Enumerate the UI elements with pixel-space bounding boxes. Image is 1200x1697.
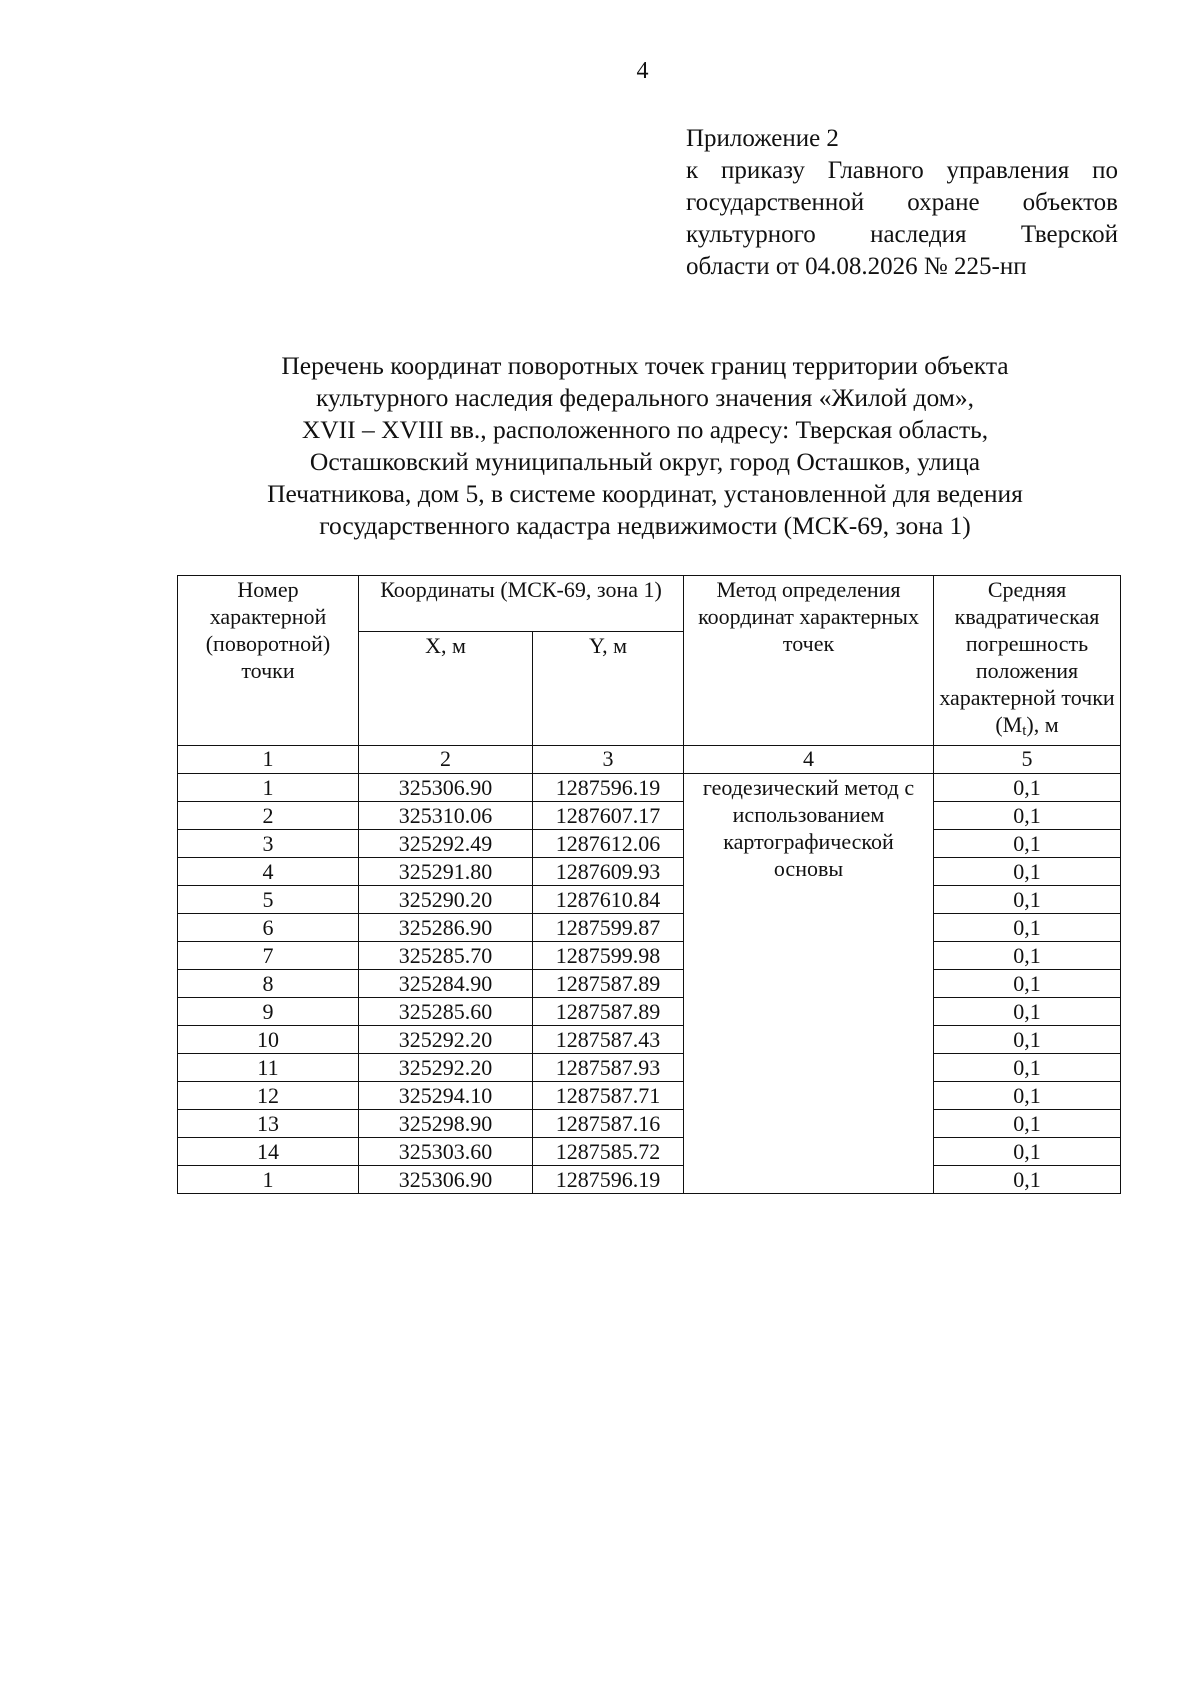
point-number-cell: 14	[178, 1138, 359, 1166]
table-row	[178, 830, 1121, 858]
x-coordinate-cell: 325292.49	[359, 830, 533, 858]
point-number-cell: 12	[178, 1082, 359, 1110]
mean-error-cell: 0,1	[934, 1138, 1121, 1166]
appendix-line: к приказу Главного управления по	[686, 157, 1118, 184]
table-row	[178, 802, 1121, 830]
table-row	[178, 774, 1121, 802]
point-number-cell: 4	[178, 858, 359, 886]
x-coordinate-cell: 325310.06	[359, 802, 533, 830]
table-row	[178, 1166, 1121, 1194]
mean-error-cell: 0,1	[934, 970, 1121, 998]
document-title	[180, 350, 1110, 542]
y-coordinate-cell: 1287607.17	[533, 802, 684, 830]
y-coordinate-cell: 1287585.72	[533, 1138, 684, 1166]
point-number-cell: 9	[178, 998, 359, 1026]
mean-error-cell: 0,1	[934, 830, 1121, 858]
x-coordinate-cell: 325291.80	[359, 858, 533, 886]
x-coordinate-cell: 325306.90	[359, 774, 533, 802]
x-coordinate-cell: 325286.90	[359, 914, 533, 942]
y-coordinate-cell: 1287596.19	[533, 774, 684, 802]
point-number-cell: 1	[178, 1166, 359, 1194]
point-number-cell: 8	[178, 970, 359, 998]
header-point-number: Номер характерной (поворотной) точки	[178, 576, 359, 746]
x-coordinate-cell: 325290.20	[359, 886, 533, 914]
y-coordinate-cell: 1287587.89	[533, 998, 684, 1026]
y-coordinate-cell: 1287599.87	[533, 914, 684, 942]
y-coordinate-cell: 1287587.16	[533, 1110, 684, 1138]
table-row	[178, 998, 1121, 1026]
x-coordinate-cell: 325292.20	[359, 1026, 533, 1054]
point-number-cell: 10	[178, 1026, 359, 1054]
table-row	[178, 914, 1121, 942]
mean-error-cell: 0,1	[934, 1026, 1121, 1054]
table-row	[178, 942, 1121, 970]
mean-error-cell: 0,1	[934, 774, 1121, 802]
point-number-cell: 7	[178, 942, 359, 970]
appendix-line: государственной охране объектов	[686, 189, 1118, 216]
header-y: Y, м	[533, 632, 684, 746]
title-line: XVII – XVIII вв., расположенного по адресу: Тверская область,	[301, 415, 989, 444]
y-coordinate-cell: 1287587.71	[533, 1082, 684, 1110]
y-coordinate-cell: 1287599.98	[533, 942, 684, 970]
point-number-cell: 6	[178, 914, 359, 942]
mean-error-cell: 0,1	[934, 914, 1121, 942]
table-row	[178, 1026, 1121, 1054]
point-number-cell: 2	[178, 802, 359, 830]
table-body	[178, 774, 1121, 1194]
x-coordinate-cell: 325298.90	[359, 1110, 533, 1138]
x-coordinate-cell: 325294.10	[359, 1082, 533, 1110]
point-number-cell: 13	[178, 1110, 359, 1138]
point-number-cell: 3	[178, 830, 359, 858]
title-line: культурного наследия федерального значения «Жилой дом»,	[316, 383, 974, 412]
x-coordinate-cell: 325284.90	[359, 970, 533, 998]
appendix-line: культурного наследия Тверской	[686, 221, 1118, 248]
column-index-row	[178, 746, 1121, 774]
header-mean-error-subscript: t	[1022, 723, 1027, 739]
method-cell: геодезический метод с использованием картографической основы	[684, 774, 934, 1194]
appendix-reference	[686, 123, 1118, 283]
table-row	[178, 886, 1121, 914]
mean-error-cell: 0,1	[934, 998, 1121, 1026]
mean-error-cell: 0,1	[934, 802, 1121, 830]
header-mean-error-text: Средняя квадратическая погрешность положения характерной точки (M	[939, 577, 1115, 737]
y-coordinate-cell: 1287610.84	[533, 886, 684, 914]
table-row	[178, 970, 1121, 998]
title-line: Перечень координат поворотных точек границ территории объекта	[281, 351, 1009, 380]
coordinates-table	[177, 575, 1121, 1194]
x-coordinate-cell: 325306.90	[359, 1166, 533, 1194]
page-number: 4	[636, 58, 649, 84]
point-number-cell: 1	[178, 774, 359, 802]
column-index: 4	[684, 746, 934, 774]
x-coordinate-cell: 325285.60	[359, 998, 533, 1026]
title-line: Осташковский муниципальный округ, город Осташков, улица	[309, 447, 981, 476]
y-coordinate-cell: 1287596.19	[533, 1166, 684, 1194]
column-index: 1	[178, 746, 359, 774]
table-row	[178, 1054, 1121, 1082]
column-index: 2	[359, 746, 533, 774]
header-mean-error-unit: ), м	[1026, 712, 1059, 737]
x-coordinate-cell: 325303.60	[359, 1138, 533, 1166]
table-row	[178, 858, 1121, 886]
y-coordinate-cell: 1287612.06	[533, 830, 684, 858]
title-line: Печатникова, дом 5, в системе координат, установленной для ведения	[267, 479, 1023, 508]
header-method: Метод определения координат характерных точек	[684, 576, 934, 746]
mean-error-cell: 0,1	[934, 886, 1121, 914]
x-coordinate-cell: 325292.20	[359, 1054, 533, 1082]
x-coordinate-cell: 325285.70	[359, 942, 533, 970]
appendix-line: Приложение 2	[686, 125, 839, 152]
header-coordinates: Координаты (МСК-69, зона 1)	[359, 576, 684, 632]
y-coordinate-cell: 1287587.43	[533, 1026, 684, 1054]
column-index: 5	[934, 746, 1121, 774]
y-coordinate-cell: 1287587.93	[533, 1054, 684, 1082]
mean-error-cell: 0,1	[934, 1054, 1121, 1082]
appendix-line: области от 04.08.2026 № 225-нп	[686, 253, 1027, 280]
title-line: государственного кадастра недвижимости (МСК-69, зона 1)	[319, 511, 971, 540]
table-row	[178, 1138, 1121, 1166]
table-header	[178, 576, 1121, 774]
y-coordinate-cell: 1287609.93	[533, 858, 684, 886]
mean-error-cell: 0,1	[934, 1166, 1121, 1194]
mean-error-cell: 0,1	[934, 942, 1121, 970]
mean-error-cell: 0,1	[934, 1082, 1121, 1110]
header-mean-error	[934, 576, 1121, 746]
mean-error-cell: 0,1	[934, 1110, 1121, 1138]
point-number-cell: 5	[178, 886, 359, 914]
header-x: X, м	[359, 632, 533, 746]
y-coordinate-cell: 1287587.89	[533, 970, 684, 998]
table-row	[178, 1082, 1121, 1110]
table-row	[178, 1110, 1121, 1138]
point-number-cell: 11	[178, 1054, 359, 1082]
column-index: 3	[533, 746, 684, 774]
mean-error-cell: 0,1	[934, 858, 1121, 886]
